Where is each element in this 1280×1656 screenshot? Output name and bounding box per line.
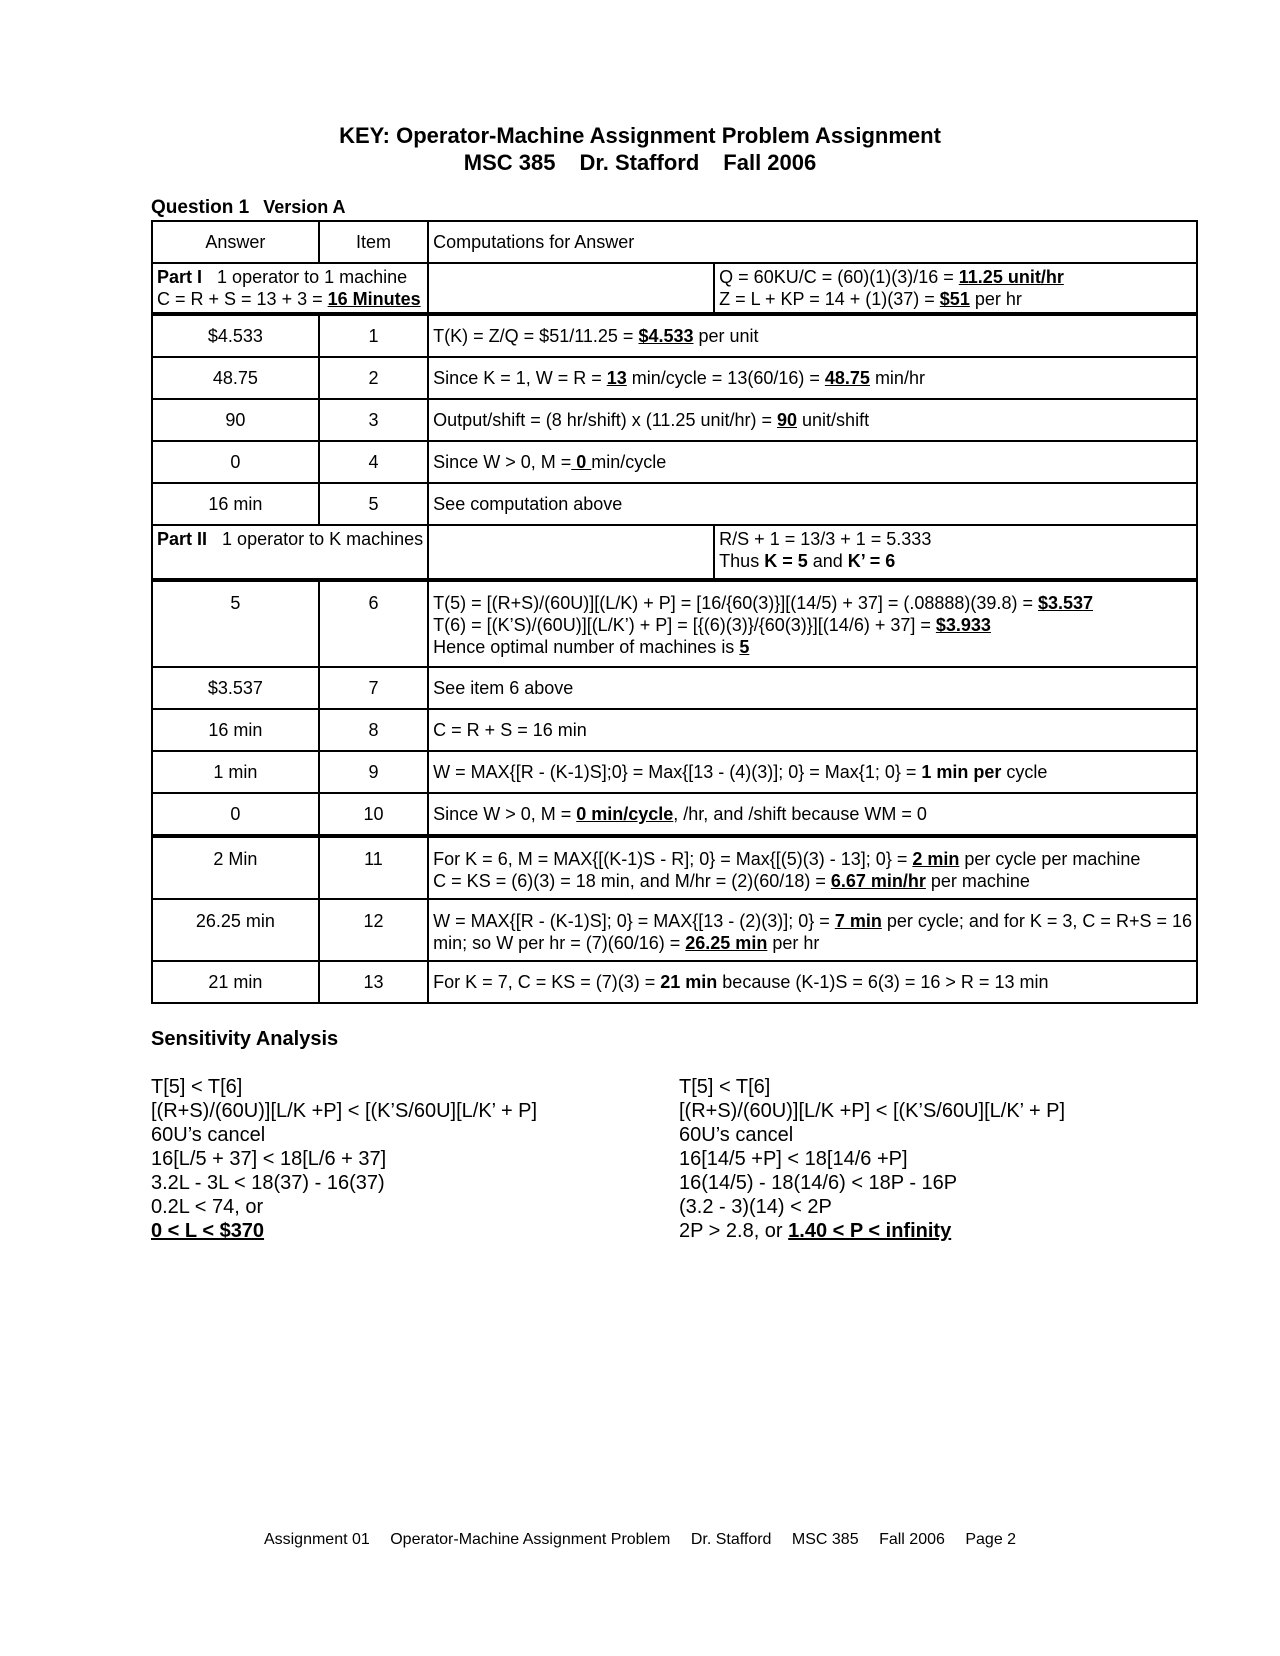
answer-cell: 2 Min [152,836,319,899]
table-row [152,836,1197,899]
comp-value: 6.67 min/hr [830,871,926,891]
sens-line: T[5] < T[6] [151,1076,243,1098]
comp-text: unit/shift [797,410,870,430]
sensitivity-left-column [151,1075,537,1243]
header-answer: Answer [152,221,319,263]
comp-text: For K = 7, C = KS = (7)(3) = [433,972,661,992]
header-item: Item [319,221,428,263]
sens-line: 3.2L - 3L < 18(37) - 16(37) [151,1172,385,1194]
table-row [152,399,1197,441]
footer-instructor: Dr. Stafford [690,1531,772,1548]
table-row [152,441,1197,483]
comp-value: $4.533 [638,326,694,346]
part2-line1: R/S + 1 = 13/3 + 1 = 5.333 [719,529,932,549]
comp-text: per cycle per machine [959,849,1141,869]
answer-cell: 0 [152,793,319,836]
item-cell: 12 [319,899,428,961]
answer-cell: 16 min [152,483,319,525]
table-row [152,751,1197,793]
comp-text: , /hr, and /shift because WM = 0 [673,804,927,824]
answer-cell: 0 [152,441,319,483]
item-cell: 7 [319,667,428,709]
computation-cell [428,793,1197,836]
part1-right-cell [428,263,1197,314]
comp-value: 1 min per [921,762,1002,782]
item-cell: 6 [319,580,428,667]
comp-value: 2 min [912,849,960,869]
answer-cell: 48.75 [152,357,319,399]
comp-text: Since W > 0, M = [433,452,572,472]
part2-row [152,525,1197,580]
comp-text: W = MAX{[R - (K-1)S];0} = Max{[13 - (4)(3)]; 0} = Max{1; 0} = [433,762,922,782]
footer-page: Page 2 [965,1531,1017,1548]
computation-cell: C = R + S = 16 min [428,709,1197,751]
comp-value: 90 [777,410,798,430]
computation-cell [428,751,1197,793]
comp-text: Since K = 1, W = R = [433,368,607,388]
comp-value: 26.25 min [685,933,768,953]
table-row [152,483,1197,525]
comp-text: per unit [693,326,759,346]
table-row [152,580,1197,667]
part1-q-prefix: Q = 60KU/C = (60)(1)(3)/16 = [719,267,959,287]
answer-cell: 21 min [152,961,319,1003]
sens-line: 0.2L < 74, or [151,1196,264,1218]
instructor-name: Dr. Stafford [579,150,700,175]
answer-cell: 26.25 min [152,899,319,961]
comp-value: 0 min/cycle [576,804,674,824]
item-cell: 11 [319,836,428,899]
table-row [152,793,1197,836]
table-row [152,667,1197,709]
comp-text: Output/shift = (8 hr/shift) x (11.25 unit/hr) = [433,410,777,430]
computation-cell [428,314,1197,357]
comp-text: T(5) = [(R+S)/(60U)][(L/K) + P] = [16/{60(3)}][(14/5) + 37] = (.08888)(39.8) = [433,593,1038,613]
computation-cell [428,899,1197,961]
item-cell: 9 [319,751,428,793]
comp-text: min/hr [869,368,925,388]
sens-line: 16(14/5) - 18(14/6) < 18P - 16P [679,1172,958,1194]
comp-text: per machine [925,871,1030,891]
sens-line: 16[14/5 +P] < 18[14/6 +P] [679,1148,908,1170]
comp-text: because (K-1)S = 6(3) = 16 > R = 13 min [717,972,1049,992]
footer-term: Fall 2006 [879,1531,945,1548]
computation-cell [428,357,1197,399]
comp-text: W = MAX{[R - (K-1)S]; 0} = MAX{[13 - (2)(3)]; 0} = [433,911,835,931]
answer-cell: 5 [152,580,319,667]
comp-value: $3.537 [1037,593,1094,613]
part2-and: and [807,551,848,571]
comp-text: cycle [1001,762,1048,782]
item-cell: 3 [319,399,428,441]
part1-label: Part I [157,267,203,287]
sensitivity-right-column [679,1075,1065,1243]
part1-desc: 1 operator to 1 machine [217,267,408,287]
header-computations: Computations for Answer [428,221,1197,263]
item-cell: 2 [319,357,428,399]
item-cell: 10 [319,793,428,836]
footer-course: MSC 385 [791,1531,859,1548]
comp-text: min/cycle = 13(60/16) = [626,368,825,388]
table-row [152,899,1197,961]
part1-q-value: 11.25 unit/hr [958,267,1064,287]
comp-text: Since W > 0, M = [433,804,577,824]
sens-line: T[5] < T[6] [679,1076,771,1098]
comp-text: C = KS = (6)(3) = 18 min, and M/hr = (2)(60/18) = [433,871,831,891]
sens-line: [(R+S)/(60U)][L/K +P] < [(K’S/60U][L/K’ + P] [151,1100,538,1122]
answer-cell: 1 min [152,751,319,793]
comp-text: T(6) = [(K’S)/(60U)][(L/K’) + P] = [{(6)(3)}/{60(3)}][(14/6) + 37] = [433,615,936,635]
table-row [152,709,1197,751]
part1-cell [152,263,428,314]
part2-right-cell [428,525,1197,580]
answer-key-table [151,220,1198,1004]
comp-text: Hence optimal number of machines is [433,637,740,657]
sens-line: 60U’s cancel [151,1124,266,1146]
comp-text: T(K) = Z/Q = $51/11.25 = [433,326,639,346]
question-version: Version A [263,197,346,217]
table-header-row [152,221,1197,263]
comp-text: per cycle; and for K = 3, C = R+S = 16 [881,911,1192,931]
comp-value: $3.933 [935,615,991,635]
comp-value: 0 [571,452,592,472]
answer-cell: 90 [152,399,319,441]
sens-line: 16[L/5 + 37] < 18[L/6 + 37] [151,1148,387,1170]
item-cell: 13 [319,961,428,1003]
comp-value: 7 min [834,911,882,931]
sens-right-result: 1.40 < P < infinity [788,1220,952,1242]
computation-cell [428,580,1197,667]
part1-z-prefix: Z = L + KP = 14 + (1)(37) = [719,289,940,309]
part1-z-value: $51 [939,289,970,309]
item-cell: 5 [319,483,428,525]
sensitivity-title: Sensitivity Analysis [151,1028,339,1050]
part2-cell [152,525,428,580]
comp-value: 21 min [660,972,718,992]
part2-label: Part II [157,529,208,549]
comp-value: 48.75 [824,368,870,388]
part1-c-prefix: C = R + S = 13 + 3 = [157,289,328,309]
item-cell: 4 [319,441,428,483]
answer-cell: $3.537 [152,667,319,709]
part2-thus: Thus [719,551,765,571]
item-cell: 1 [319,314,428,357]
table-row [152,314,1197,357]
answer-cell: $4.533 [152,314,319,357]
part1-z-suffix: per hr [969,289,1022,309]
question-label: Question 1 [151,197,250,218]
item-cell: 8 [319,709,428,751]
course-code: MSC 385 [463,150,556,175]
sens-line: 60U’s cancel [679,1124,794,1146]
table-row [152,961,1197,1003]
page-title: KEY: Operator-Machine Assignment Problem Assignment [339,123,941,148]
course-line [0,149,1280,177]
sens-left-result: 0 < L < $370 [151,1220,265,1242]
computation-cell [428,836,1197,899]
footer-assignment: Assignment 01 [263,1531,370,1548]
sens-line: (3.2 - 3)(14) < 2P [679,1196,832,1218]
answer-cell: 16 min [152,709,319,751]
part1-row [152,263,1197,314]
comp-value: 5 [739,637,750,657]
part2-desc: 1 operator to K machines [222,529,424,549]
comp-text: min/cycle [591,452,667,472]
part2-kprime: K’ = 6 [847,551,896,571]
sens-right-pre: 2P > 2.8, or [679,1220,789,1242]
page-footer [0,1531,1280,1549]
comp-text: per hr [767,933,820,953]
comp-text: min; so W per hr = (7)(60/16) = [433,933,686,953]
footer-topic: Operator-Machine Assignment Problem [390,1531,671,1548]
computation-cell [428,441,1197,483]
term: Fall 2006 [723,150,817,175]
computation-cell [428,399,1197,441]
computation-cell: See computation above [428,483,1197,525]
comp-text: For K = 6, M = MAX{[(K-1)S - R]; 0} = Max{[(5)(3) - 13]; 0} = [433,849,913,869]
part2-k: K = 5 [764,551,808,571]
computation-cell [428,961,1197,1003]
table-row [152,357,1197,399]
question-heading [151,197,346,219]
sens-line: [(R+S)/(60U)][L/K +P] < [(K’S/60U][L/K’ + P] [679,1100,1066,1122]
computation-cell: See item 6 above [428,667,1197,709]
comp-value: 13 [606,368,627,388]
part1-c-value: 16 Minutes [327,289,421,309]
